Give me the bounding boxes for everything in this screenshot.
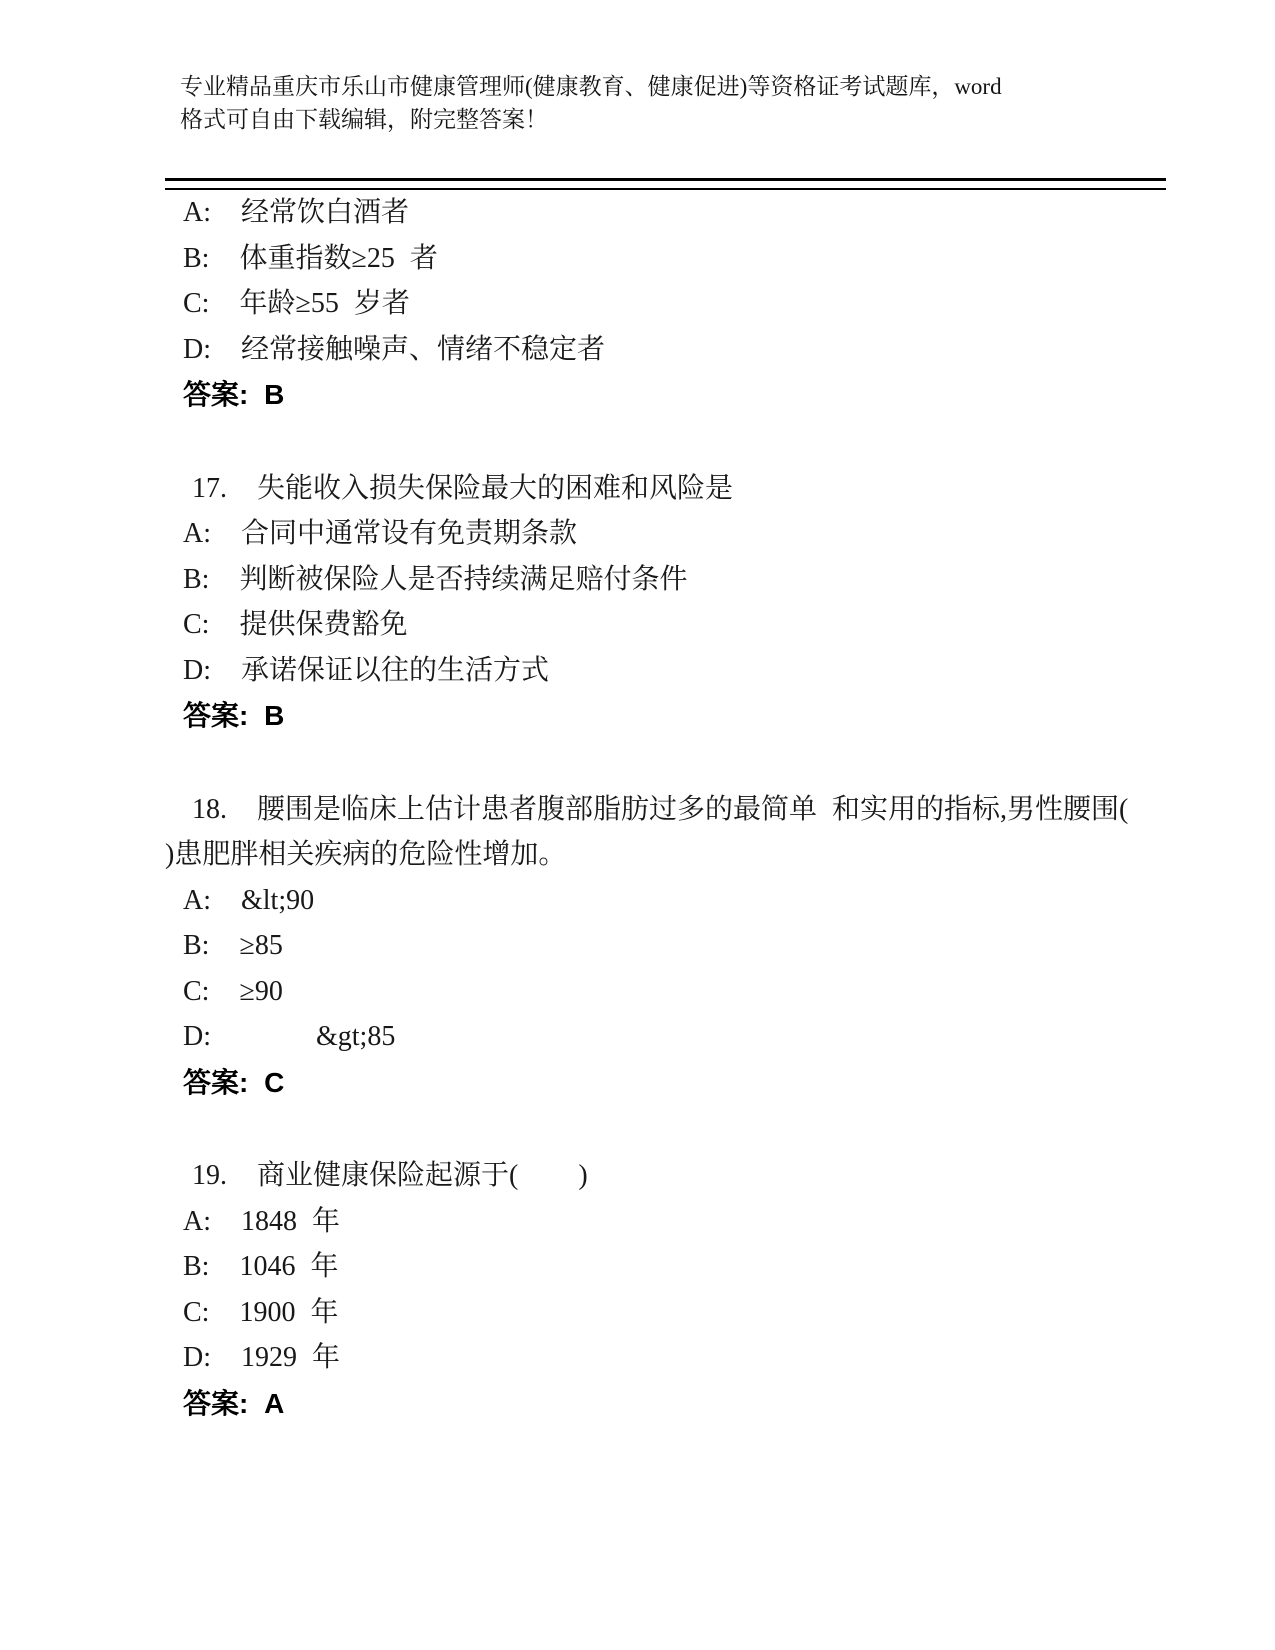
- answer-line: 答案: A: [183, 1387, 285, 1419]
- header-note-line-2: 格式可自由下载编辑，附完整答案！: [180, 107, 548, 132]
- question-block-16: [165, 190, 1166, 418]
- header-note-line-1: 专业精品重庆市乐山市健康管理师(健康教育、健康促进)等资格证考试题库，word: [180, 74, 1002, 99]
- answer-line: 答案: B: [183, 700, 285, 731]
- question-text: 19. 商业健康保险起源于( ): [192, 1160, 588, 1191]
- question-block-19: [165, 1153, 1166, 1426]
- question-text: 17. 失能收入损失保险最大的困难和风险是: [192, 472, 734, 504]
- option-line: D: 1929 年: [183, 1342, 341, 1373]
- option-line: A: 经常饮白酒者: [183, 197, 410, 228]
- option-line: B: 判断被保险人是否持续满足赔付条件: [183, 563, 688, 595]
- option-line: A: 合同中通常设有免责期条款: [183, 518, 578, 549]
- question-block-17: [165, 466, 1166, 739]
- option-line: A: &lt;90: [183, 884, 315, 916]
- option-line: D: 经常接触噪声、情绪不稳定者: [183, 333, 606, 365]
- option-line: C: ≥90: [183, 975, 283, 1007]
- option-line: B: ≥85: [183, 930, 283, 961]
- question-text: 18. 腰围是临床上估计患者腹部脂肪过多的最简单 和实用的指标,男性腰围( )患肥胖相关疾病的危险性增加。: [165, 793, 1159, 870]
- option-line: B: 体重指数≥25 者: [183, 242, 438, 274]
- option-line: B: 1046 年: [183, 1251, 339, 1282]
- option-line: C: 年龄≥55 岁者: [183, 288, 410, 319]
- option-line: C: 1900 年: [183, 1296, 339, 1328]
- document-body: [165, 190, 1166, 1426]
- option-line: C: 提供保费豁免: [183, 609, 408, 640]
- question-block-18: [165, 787, 1166, 1106]
- option-line: D: &gt;85: [183, 1021, 396, 1052]
- option-line: D: 承诺保证以往的生活方式: [183, 654, 550, 686]
- answer-line: 答案: B: [183, 379, 285, 410]
- answer-line: 答案: C: [183, 1066, 285, 1098]
- option-line: A: 1848 年: [183, 1205, 341, 1237]
- header-divider: [165, 178, 1166, 190]
- page-header: [180, 70, 1180, 136]
